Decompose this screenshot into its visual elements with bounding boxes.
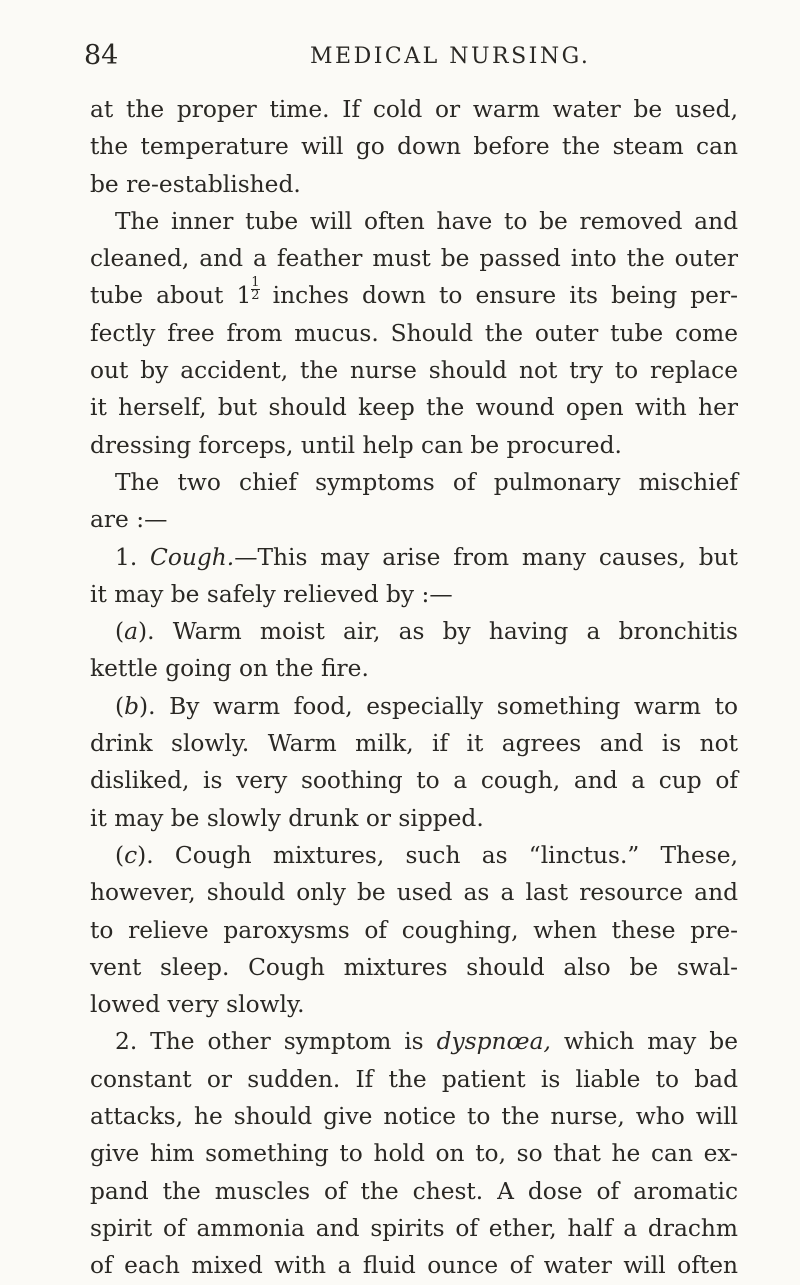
- text-line: 2. The other symptom is dyspnœa, which may be: [115, 1028, 738, 1056]
- text-line: tube about 1 $\frac{1}{2}$ inches down to ensure its being per-: [90, 275, 738, 310]
- text-line: spirit of ammonia and spirits of ether, half a drachm: [90, 1214, 738, 1242]
- text-line: at the proper time. If cold or warm water be used,: [90, 96, 738, 123]
- text-line: drink slowly. Warm milk, if it agrees and is not: [90, 730, 738, 758]
- fraction: $\frac{1}{2}$: [251, 275, 260, 304]
- text-line: kettle going on the fire.: [90, 655, 369, 683]
- page-header: [84, 40, 738, 76]
- body-text: [90, 91, 738, 1285]
- text-line: give him something to hold on to, so that he can ex-: [90, 1140, 738, 1168]
- text-line: of each mixed with a fluid ounce of water will often: [90, 1252, 738, 1280]
- text-line: it may be slowly drunk or sipped.: [90, 804, 484, 832]
- text-line: it may be safely relieved by :—: [90, 580, 453, 608]
- text-line: be re-established.: [90, 170, 301, 198]
- text-line: (b). By warm food, especially something warm to: [115, 692, 738, 720]
- text-line: constant or sudden. If the patient is liable to bad: [90, 1065, 738, 1093]
- text-line: fectly free from mucus. Should the outer tube come: [90, 319, 738, 347]
- text-line: (c). Cough mixtures, such as “linctus.” These,: [115, 841, 738, 869]
- text-line: vent sleep. Cough mixtures should also be swal-: [90, 953, 738, 981]
- text-line: it herself, but should keep the wound open with her: [90, 394, 738, 422]
- text-line: 1. Cough.—This may arise from many causes, but: [115, 543, 738, 571]
- text-line: The inner tube will often have to be removed and: [115, 207, 738, 235]
- text-line: however, should only be used as a last resource and: [90, 879, 738, 907]
- text-line: to relieve paroxysms of coughing, when these pre-: [90, 916, 738, 944]
- text-line: the temperature will go down before the steam can: [90, 133, 738, 161]
- text-line: cleaned, and a feather must be passed into the outer: [90, 245, 738, 273]
- text-line: The two chief symptoms of pulmonary mischief: [115, 468, 738, 496]
- text-line: dressing forceps, until help can be procured.: [90, 431, 622, 459]
- text-line: attacks, he should give notice to the nurse, who will: [90, 1103, 738, 1131]
- text-line: disliked, is very soothing to a cough, and a cup of: [90, 767, 738, 795]
- text-line: out by accident, the nurse should not try to replace: [90, 357, 738, 385]
- running-title: MEDICAL NURSING.: [310, 44, 591, 69]
- text-line: (a). Warm moist air, as by having a bronchitis: [115, 618, 738, 646]
- text-line: are :—: [90, 506, 168, 534]
- text-line: lowed very slowly.: [90, 991, 305, 1019]
- page-number: 84: [84, 40, 119, 71]
- text-line: pand the muscles of the chest. A dose of aromatic: [90, 1177, 738, 1205]
- book-page: [84, 40, 738, 1285]
